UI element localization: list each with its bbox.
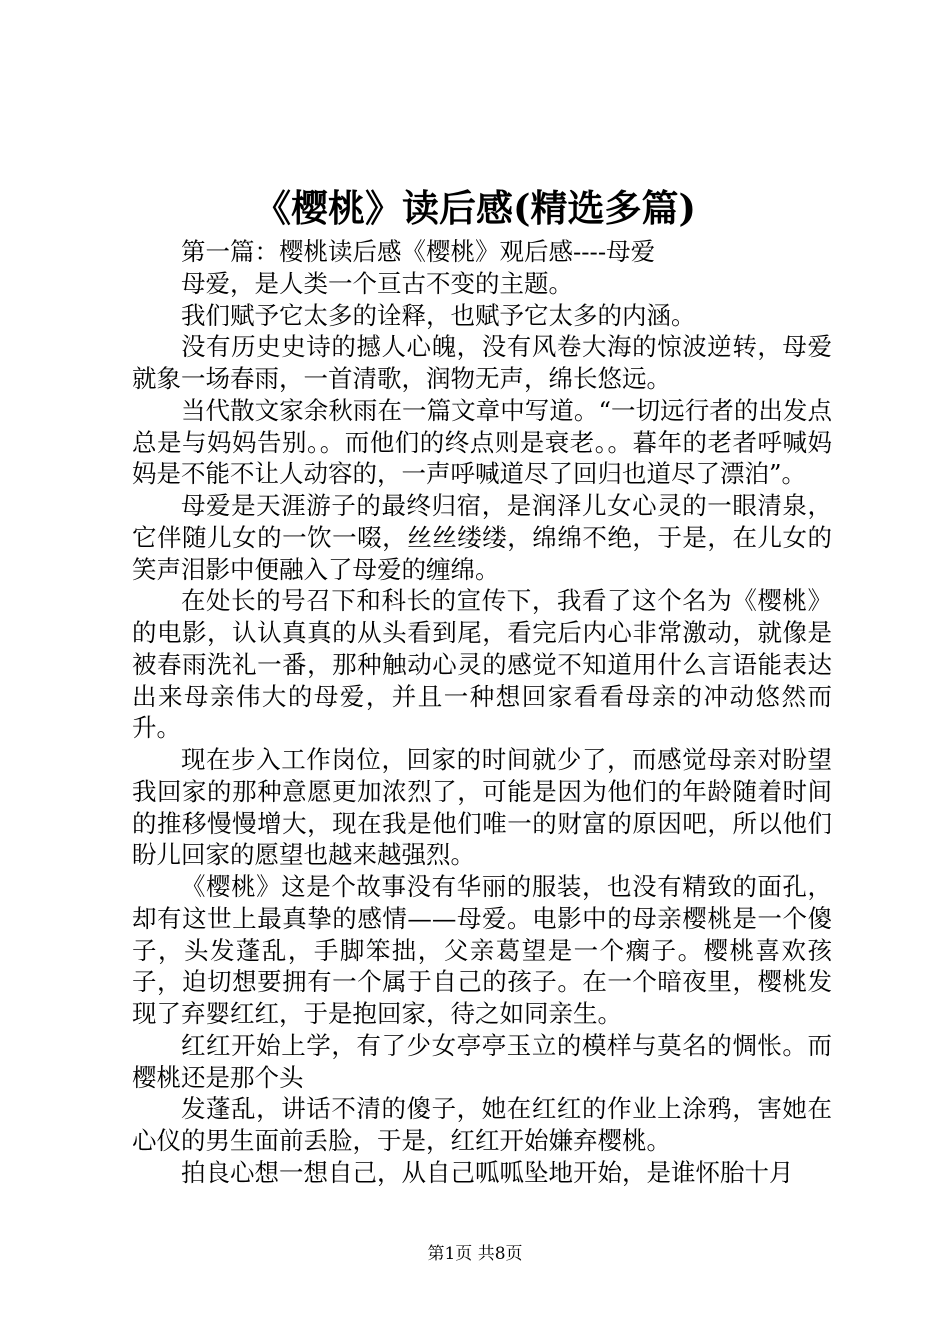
paragraph: 发蓬乱，讲话不清的傻子，她在红红的作业上涂鸦，害她在心仪的男生面前丢脸，于是，红红开始嫌弃樱桃。 — [132, 1094, 832, 1155]
paragraph: 母爱，是人类一个亘古不变的主题。 — [181, 268, 573, 298]
paragraph: 在处长的号召下和科长的宣传下，我看了这个名为《樱桃》的电影，认认真真的从头看到尾，看完后内心非常激动，就像是被春雨洗礼一番，那种触动心灵的感觉不知道用什么言语能表达出来母亲伟大的母爱，并且一种想回家看看母亲的冲动悠然而升。 — [132, 586, 832, 743]
paragraph: 没有历史史诗的撼人心魄，没有风卷大海的惊波逆转，母爱就象一场春雨，一首清歌，润物无声，绵长悠远。 — [132, 332, 832, 393]
paragraph: 当代散文家余秋雨在一篇文章中写道。“一切远行者的出发点总是与妈妈告别。。而他们的终点则是衰老。。暮年的老者呼喊妈妈是不能不让人动容的，一声呼喊道尽了回归也道尽了漂泊”。 — [132, 395, 832, 489]
paragraph: 《樱桃》这是个故事没有华丽的服装，也没有精致的面孔，却有这世上最真挚的感情——母爱。电影中的母亲樱桃是一个傻子，头发蓬乱，手脚笨拙，父亲葛望是一个瘸子。樱桃喜欢孩子，迫切想要拥有一个属于自己的孩子。在一个暗夜里，樱桃发现了弃婴红红，于是抱回家，待之如同亲生。 — [132, 872, 832, 1028]
paragraph: 母爱是天涯游子的最终归宿，是润泽儿女心灵的一眼清泉，它伴随儿女的一饮一啜，丝丝缕缕，绵绵不绝，于是，在儿女的笑声泪影中便融入了母爱的缠绵。 — [132, 491, 832, 584]
paragraph: 第一篇：樱桃读后感《樱桃》观后感----母爱 — [181, 237, 656, 266]
document-body — [132, 236, 832, 1189]
page-footer: 第1页 共8页 — [427, 1244, 523, 1264]
document-title: 《樱桃》读后感(精选多篇) — [253, 186, 696, 230]
paragraph: 现在步入工作岗位，回家的时间就少了，而感觉母亲对盼望我回家的那种意愿更加浓烈了，可能是因为他们的年龄随着时间的推移慢慢增大，现在我是他们唯一的财富的原因吧，所以他们盼儿回家的愿望也越来越强烈。 — [132, 745, 832, 870]
paragraph: 红红开始上学，有了少女亭亭玉立的模样与莫名的惆怅。而樱桃还是那个头 — [132, 1030, 832, 1092]
paragraph: 拍良心想一想自己，从自己呱呱坠地开始，是谁怀胎十月 — [181, 1157, 794, 1187]
paragraph: 我们赋予它太多的诠释，也赋予它太多的内涵。 — [181, 300, 696, 330]
